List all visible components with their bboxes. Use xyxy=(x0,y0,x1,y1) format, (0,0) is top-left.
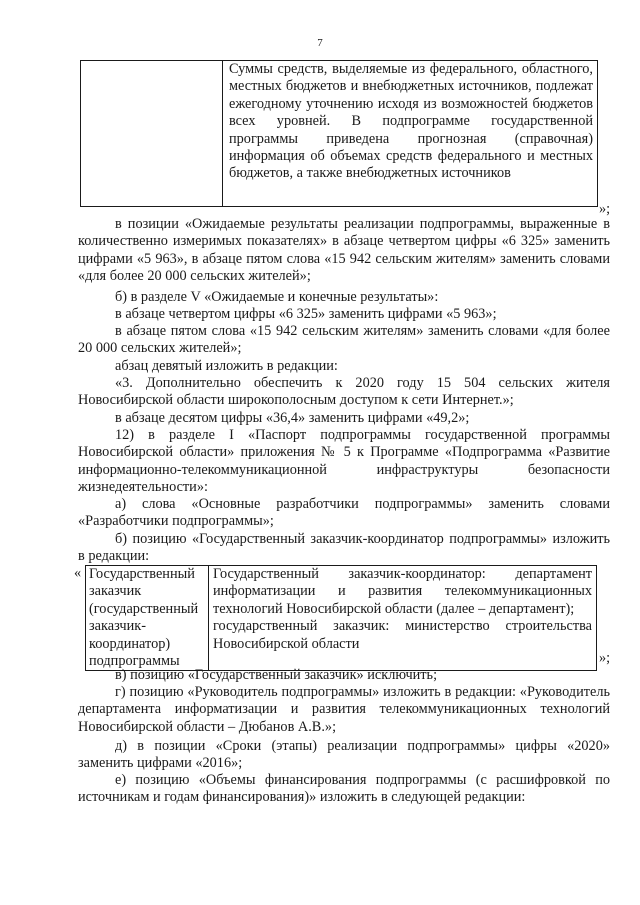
closing-quote-mark: »; xyxy=(599,201,611,217)
page-number: 7 xyxy=(317,37,323,49)
paragraph: в абзаце четвертом цифры «6 325» заменить цифрами «5 963»; xyxy=(115,306,497,322)
table-row xyxy=(81,61,598,207)
table-continued xyxy=(80,60,598,207)
table-cell-left: Государственный заказчик (государственный заказчик-координатор) подпрограммы xyxy=(86,566,209,671)
paragraph: в абзаце десятом цифры «36,4» заменить цифрами «49,2»; xyxy=(115,410,470,426)
paragraph: д) в позиции «Сроки (этапы) реализации подпрограммы» цифры «2020» заменить цифрами «2016»; xyxy=(78,738,610,772)
table-row xyxy=(86,566,597,671)
closing-quote-mark: »; xyxy=(599,650,611,666)
paragraph: б) позицию «Государственный заказчик-координатор подпрограммы» изложить в редакции: xyxy=(78,531,610,565)
opening-quote-mark: « xyxy=(74,565,82,581)
paragraph: е) позицию «Объемы финансирования подпрограммы (с расшифровкой по источникам и годам финансирования)» изложить в следующей редакции: xyxy=(78,772,610,806)
table-cell-right: Суммы средств, выделяемые из федерального, областного, местных бюджетов и внебюджетных источников, подлежат ежегодному уточнению исходя из возможностей бюджетов всех уровней. В подпрограмме государственной программы приведена прогнозная (справочная) информация об объемах средств федерального и местных бюджетов, а также внебюджетных источников xyxy=(223,61,598,207)
paragraph: в абзаце пятом слова «15 942 сельским жителям» заменить словами «для более 20 000 сельских жителей»; xyxy=(78,323,610,357)
paragraph: абзац девятый изложить в редакции: xyxy=(115,358,338,374)
table-position xyxy=(85,565,597,671)
paragraph: г) позицию «Руководитель подпрограммы» изложить в редакции: «Руководитель департамента информатизации и развития телекоммуникационных технологий Новосибирской области – Дюбанов А.В.»; xyxy=(78,684,610,735)
table-cell-right xyxy=(209,566,597,671)
paragraph: 12) в разделе I «Паспорт подпрограммы государственной программы Новосибирской области» приложения № 5 к Программе «Подпрограмма «Развитие информационно-телекоммуникационной инфраструктуры безопасности жизнедеятельности»: xyxy=(78,427,610,496)
cell-line: государственный заказчик: министерство строительства Новосибирской области xyxy=(213,618,592,652)
paragraph: а) слова «Основные разработчики подпрограммы» заменить словами «Разработчики подпрограммы»; xyxy=(78,496,610,530)
cell-line: Государственный заказчик-координатор: департамент информатизации и развития телекоммуникационных технологий Новосибирской области (далее – департамент); xyxy=(213,566,592,617)
paragraph: б) в разделе V «Ожидаемые и конечные результаты»: xyxy=(115,289,439,305)
paragraph: «3. Дополнительно обеспечить к 2020 году 15 504 сельских жителя Новосибирской области широкополосным доступом к сети Интернет.»; xyxy=(78,375,610,409)
table-cell-left xyxy=(81,61,223,207)
paragraph: в позиции «Ожидаемые результаты реализации подпрограммы, выраженные в количественно измеримых показателях» в абзаце четвертом цифры «6 325» заменить цифрами «5 963», в абзаце пятом слова «15 942 сельским жителям» заменить словами «для более 20 000 сельских жителей»; xyxy=(78,216,610,285)
paragraph: в) позицию «Государственный заказчик» исключить; xyxy=(115,667,438,683)
